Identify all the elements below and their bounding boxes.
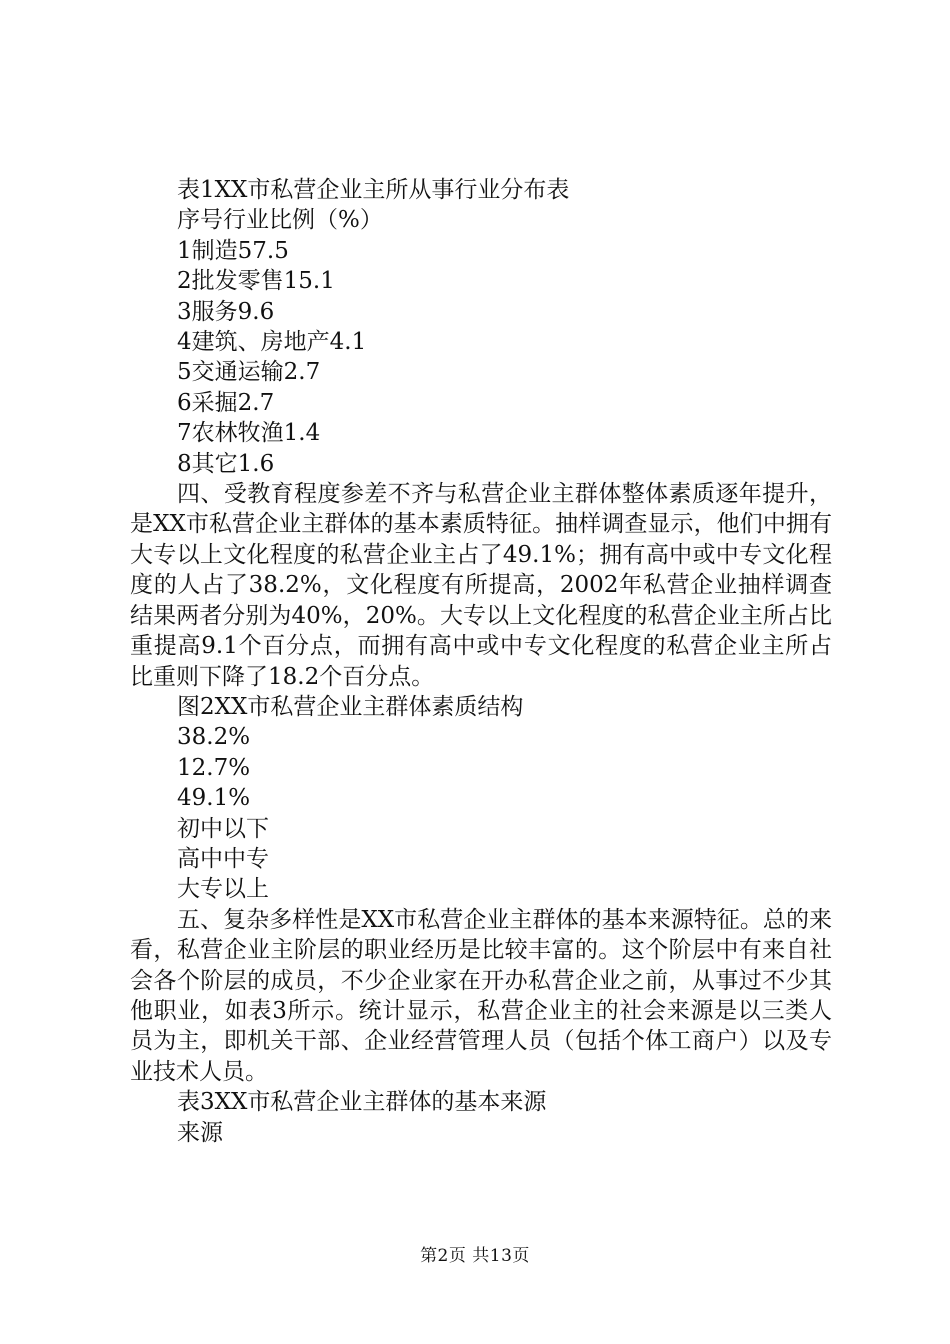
figure2-value: 12.7% bbox=[177, 754, 251, 781]
table3-title: 表3XX市私营企业主群体的基本来源 bbox=[177, 1089, 547, 1116]
table1-row: 7农林牧渔1.4 bbox=[177, 420, 321, 447]
table1-row: 8其它1.6 bbox=[177, 450, 275, 477]
document-body bbox=[130, 175, 832, 1148]
section5-paragraph: 五、复杂多样性是XX市私营企业主群体的基本来源特征。总的来看，私营企业主阶层的职业经历是比较丰富的。这个阶层中有来自社会各个阶层的成员，不少企业家在开办私营企业之前，从事过不少其他职业，如表3所示。统计显示，私营企业主的社会来源是以三类人员为主，即机关干部、企业经营管理人员（包括个体工商户）以及专业技术人员。 bbox=[130, 906, 832, 1085]
figure2-value: 38.2% bbox=[177, 724, 251, 751]
table1-row: 3服务9.6 bbox=[177, 298, 275, 325]
table1-header: 序号行业比例（%） bbox=[177, 207, 383, 234]
table1-row: 2批发零售15.1 bbox=[177, 268, 335, 295]
figure2-label: 大专以上 bbox=[177, 876, 269, 903]
figure2-value: 49.1% bbox=[177, 785, 251, 812]
table1-row: 4建筑、房地产4.1 bbox=[177, 329, 367, 356]
table1-row: 6采掘2.7 bbox=[177, 389, 275, 416]
table1-title: 表1XX市私营企业主所从事行业分布表 bbox=[177, 177, 570, 203]
table1-row: 1制造57.5 bbox=[177, 237, 289, 264]
table3-header: 来源 bbox=[177, 1119, 223, 1146]
table1-row: 5交通运输2.7 bbox=[177, 359, 321, 386]
figure2-label: 初中以下 bbox=[177, 815, 269, 842]
section4-paragraph: 四、受教育程度参差不齐与私营企业主群体整体素质逐年提升，是XX市私营企业主群体的基本素质特征。抽样调查显示，他们中拥有大专以上文化程度的私营企业主占了49.1%；拥有高中或中专文化程度的人占了38.2%，文化程度有所提高，2002年私营企业抽样调查结果两者分别为40%，20%。大专以上文化程度的私营企业主所占比重提高9.1个百分点，而拥有高中或中专文化程度的私营企业主所占比重则下降了18.2个百分点。 bbox=[130, 481, 832, 690]
figure2-label: 高中中专 bbox=[177, 845, 269, 872]
page-footer: 第2页 共13页 bbox=[420, 1246, 530, 1266]
figure2-title: 图2XX市私营企业主群体素质结构 bbox=[177, 693, 524, 720]
